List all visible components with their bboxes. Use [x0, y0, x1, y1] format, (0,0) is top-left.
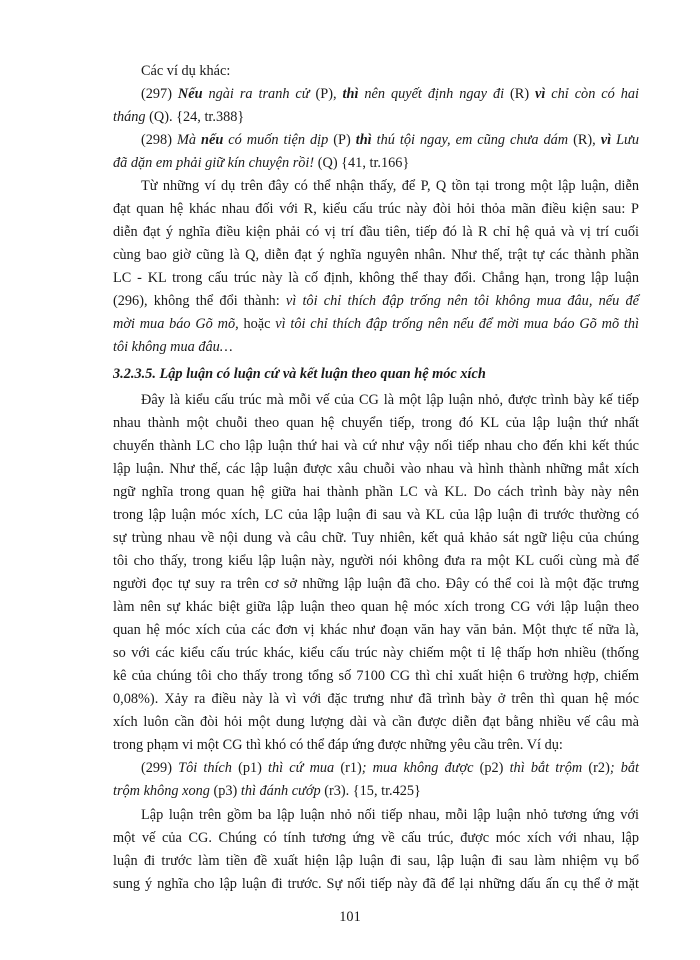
para1-line: LC - KL trong cấu trúc này là cố định, không thể thay đổi. Chẳng hạn, trong lập luận [113, 270, 639, 286]
para1-line: mời mua báo Gõ mõ, hoặc vì tôi chỉ thích đập trống nên nếu để mời mua báo Gõ mõ thì [113, 316, 639, 332]
para1-line: diễn đạt ý nghĩa điều kiện phải có vị trí đầu tiên, tiếp đó là R chỉ hệ quả và vị trí cuối [113, 224, 639, 240]
para1-line: (296), không thể đổi thành: vì tôi chỉ thích đập trống nên tôi không mua đâu, nếu để [113, 293, 639, 309]
para2-line: kê của chúng tôi cho thấy trong tổng số 7100 CG thì chỉ xuất hiện 6 trường hợp, chiếm [113, 668, 639, 684]
para2-line: Đây là kiểu cấu trúc mà mỗi vế của CG là một lập luận nhỏ, được trình bày kế tiếp [141, 392, 639, 408]
para2-line: trong lập luận móc xích, LC của lập luận đi sau và KL của lập luận đi trước thường có [113, 507, 639, 523]
example-299-line-1: (299) Tôi thích (p1) thì cứ mua (r1); mua không được (p2) thì bắt trộm (r2); bắt [141, 760, 640, 776]
para1-line: Từ những ví dụ trên đây có thể nhận thấy, để P, Q tồn tại trong một lập luận, diễn [141, 178, 639, 194]
para3-line: Lập luận trên gồm ba lập luận nhỏ nối tiếp nhau, mỗi lập luận nhỏ tương ứng với [141, 807, 639, 823]
para2-line: chuyển thành LC cho lập luận thứ hai và cứ như vậy nối tiếp nhau cho đến khi kết thúc [113, 438, 639, 454]
section-heading: 3.2.3.5. Lập luận có luận cứ và kết luận theo quan hệ móc xích [113, 366, 486, 382]
example-297-line-1: (297) Nếu ngài ra tranh cử (P), thì nên quyết định ngay đi (R) vì chỉ còn có hai [141, 86, 640, 102]
intro-line: Các ví dụ khác: [141, 63, 231, 79]
para3-line: một vế của CG. Chúng có tính tương ứng về cấu trúc, được móc xích với nhau, lập [113, 830, 639, 846]
example-299-line-2: trộm không xong (p3) thì đánh cướp (r3). {15, tr.425} [113, 783, 421, 799]
page-number: 101 [339, 909, 361, 925]
para2-line: sự trùng nhau về nội dung và câu chữ. Tuy nhiên, kết quả khảo sát ngữ liệu của chúng [113, 530, 639, 546]
para2-line: lập luận. Như thế, các lập luận được xâu chuỗi vào nhau và hình thành những mắt xích [113, 461, 639, 477]
para3-line: sung ý nghĩa cho lập luận đi trước. Sự nối tiếp này đã để lại những dấu ấn cụ thể ở mặt [113, 876, 639, 892]
para1-line: tôi không mua đâu… [113, 339, 233, 355]
example-298-line-1: (298) Mà nếu có muốn tiện dịp (P) thì thú tội ngay, em cũng chưa dám (R), vì Lưu [141, 132, 639, 148]
para3-line: luận đi trước làm tiền đề xuất hiện lập luận đi sau, lập luận đi sau làm nhiệm vụ bổ [113, 853, 639, 869]
para2-line: tôi cho thấy, trong kiểu lập luận này, người nói không đưa ra một KL cuối cùng mà để [113, 553, 639, 569]
example-298-line-2: đã dặn em phải giữ kín chuyện rồi! (Q) {41, tr.166} [113, 155, 410, 171]
para2-line: 0,08%). Xảy ra điều này là vì với đặc trưng như đã trình bày ở trên thì quan hệ móc [113, 691, 639, 707]
para2-line: nhau thành một chuỗi theo quan hệ chuyển tiếp, trong đó KL của lập luận thứ nhất [113, 415, 639, 431]
para1-line: cùng bao giờ cũng là Q, diễn đạt ý nghĩa nguyên nhân. Như thế, trật tự các thành phần [113, 247, 639, 263]
para1-line: đạt quan hệ khác nhau đối với R, kiểu cấu trúc này đòi hỏi thỏa mãn điều kiện sau: P [113, 201, 639, 217]
example-297-line-2: tháng (Q). {24, tr.388} [113, 109, 245, 125]
para2-line: ngữ nghĩa trong quan hệ giữa hai thành phần LC và KL. Do cách trình bày này nên [113, 484, 639, 500]
para2-line: xích luôn cần đòi hỏi một dung lượng dài và cần được diễn đạt bằng nhiều vế câu mà [113, 714, 639, 730]
para2-line: làm nên sự khác biệt giữa lập luận theo quan hệ móc xích trong CG với lập luận theo [113, 599, 639, 615]
para2-line: trong phạm vi một CG thì khó có thể đáp ứng được những yêu cầu trên. Ví dụ: [113, 737, 563, 753]
para2-line: quan hệ móc xích của các đơn vị khác như đoạn văn hay văn bản. Một thực tế nữa là, [113, 622, 639, 638]
para2-line: người đọc tự suy ra trên cơ sở những lập luận đã cho. Đây có thể coi là một đặc trưng [113, 576, 639, 592]
para2-line: so với các kiểu cấu trúc khác, kiểu cấu trúc này chiếm một tỉ lệ thấp hơn nhiều (thống [113, 645, 639, 661]
